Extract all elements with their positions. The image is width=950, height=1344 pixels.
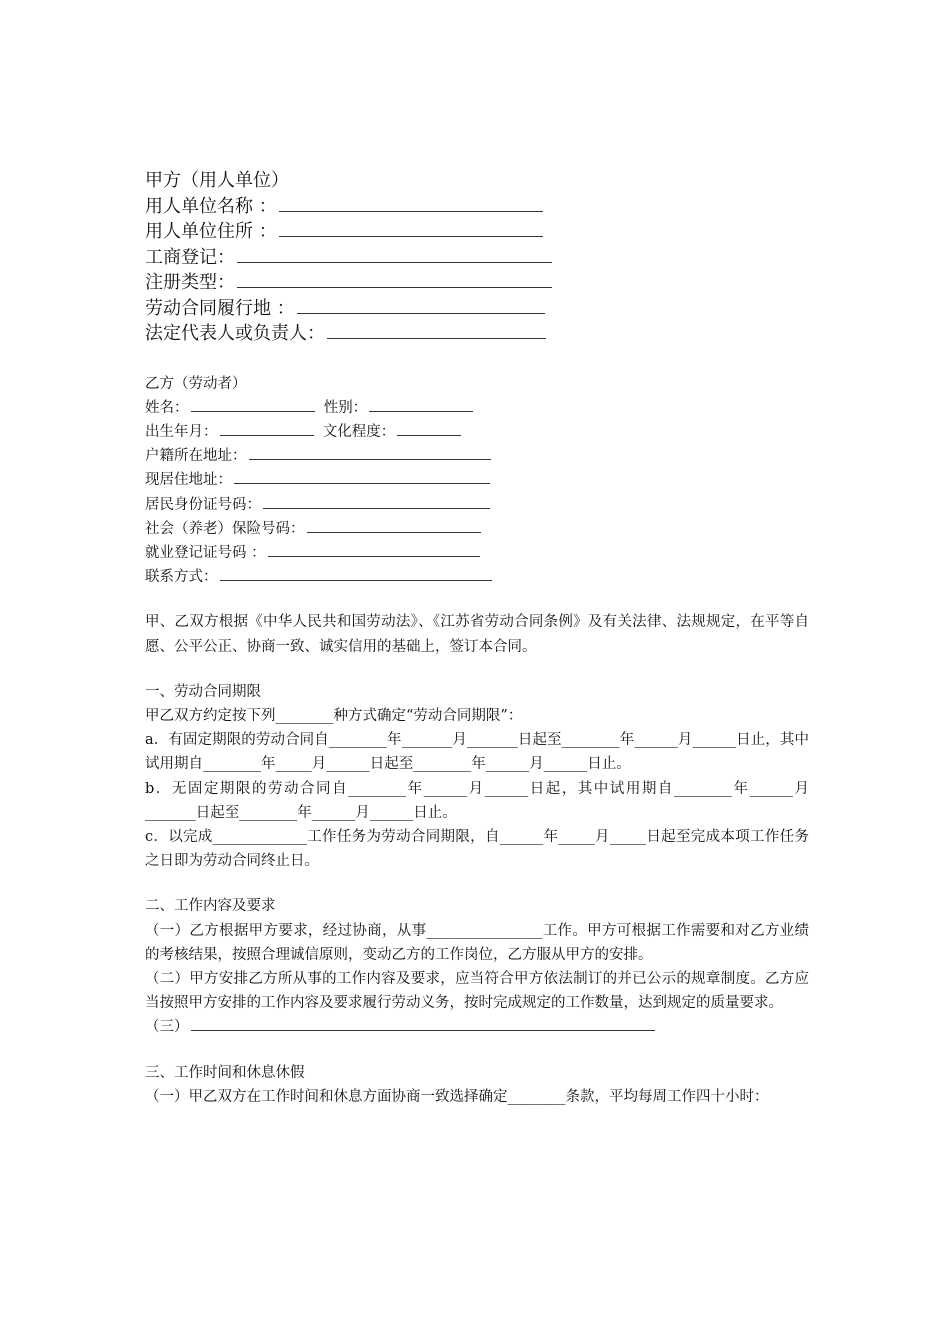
party-a-field-row — [145, 321, 815, 347]
party-a-field-row — [145, 219, 815, 245]
blank-line — [249, 458, 491, 460]
intro-paragraph: 甲、乙双方根据《中华人民共和国劳动法》、《江苏省劳动合同条例》及有关法律、法规规定，在平等自愿、公平公正、协商一致、诚实信用的基础上，签订本合同。 — [145, 614, 809, 655]
blank-line — [369, 410, 473, 412]
section1-line: c．以完成_____________工作任务为劳动合同期限，自______年_____月_____日起至完成本项工作任务之日即为劳动合同终止日。 — [145, 828, 809, 870]
blank-line — [279, 210, 543, 212]
blank-line — [234, 482, 490, 484]
blank-line — [279, 235, 543, 237]
party-a-heading: 甲方（用人单位） — [145, 170, 289, 191]
section2-item3-row — [145, 1015, 815, 1039]
party-b-field-row — [145, 493, 815, 517]
field-label: 工商登记： — [145, 246, 235, 268]
party-b-field-row — [145, 396, 815, 420]
party-b-field-row — [145, 565, 815, 589]
section2-line: （一）乙方根据甲方要求，经过协商，从事________________工作。甲方可根据工作需要和对乙方业绩的考核结果，按照合理诚信原则，变动乙方的工作岗位，乙方服从甲方的安排。 — [145, 922, 809, 963]
party-b-field-row — [145, 517, 815, 541]
section1-line: a．有固定期限的劳动合同自________年_______月_______日起至________年______月______日止，其中试用期自________年_____月______日起至________年______月______日止。 — [145, 732, 809, 773]
section2-title: 二、工作内容及要求 — [145, 898, 276, 915]
blank-line — [268, 555, 480, 557]
blank-line — [397, 434, 461, 436]
birth-label: 出生年月： — [145, 423, 218, 440]
section2-line: （二）甲方安排乙方所从事的工作内容及要求，应当符合甲方依法制订的并已公示的规章制度。乙方应当按照甲方安排的工作内容及要求履行劳动义务，按时完成规定的工作数量，达到规定的质量要求。 — [145, 970, 809, 1012]
field-label: 用人单位住所 ： — [145, 221, 277, 242]
party-a-field-row — [145, 245, 815, 271]
party-a-field-row — [145, 194, 815, 220]
section3-title: 三、工作时间和休息休假 — [145, 1064, 305, 1081]
field-label: 劳动合同履行地 ： — [145, 297, 295, 319]
party-b-field-row — [145, 468, 815, 492]
blank-line — [220, 434, 314, 436]
field-label: 就业登记证号码 ： — [145, 544, 266, 561]
blank-line — [220, 579, 492, 581]
field-label: 现居住地址： — [145, 472, 232, 489]
field-label: 社会（养老）保险号码： — [145, 520, 305, 537]
section1-line: 甲乙双方约定按下列________种方式确定“劳动合同期限”： — [145, 707, 523, 724]
party-b-heading: 乙方（劳动者） — [145, 375, 247, 392]
blank-line — [263, 507, 490, 509]
education-label: 文化程度： — [322, 423, 396, 440]
item3-label: （三） — [145, 1019, 189, 1036]
party-a-field-row — [145, 296, 815, 322]
contract-page — [145, 168, 815, 1109]
field-label: 法定代表人或负责人： — [145, 323, 325, 344]
blank-line — [297, 312, 545, 314]
section1-line: b．无固定期限的劳动合同自________年______月______日起，其中试用期自________年______月_______日起至________年______月______日止。 — [145, 780, 809, 821]
blank-line — [307, 531, 481, 533]
blank-line — [237, 261, 552, 263]
field-label: 注册类型： — [145, 272, 235, 293]
blank-line — [191, 410, 315, 412]
name-label: 姓名： — [145, 399, 189, 416]
blank-line — [327, 337, 546, 339]
field-label: 居民身份证号码： — [145, 496, 261, 513]
party-b-field-row — [145, 420, 815, 444]
field-label: 户籍所在地址： — [145, 448, 247, 465]
blank-line — [237, 286, 552, 288]
field-label: 联系方式： — [145, 569, 218, 586]
party-b-field-row — [145, 541, 815, 565]
section1-title: 一、劳动合同期限 — [145, 683, 261, 700]
party-a-field-row — [145, 270, 815, 296]
party-b-field-row — [145, 444, 815, 468]
blank-line — [191, 1029, 655, 1031]
field-label: 用人单位名称 ： — [145, 195, 277, 217]
section3-line: （一）甲乙双方在工作时间和休息方面协商一致选择确定________条款，平均每周工作四十小时： — [145, 1088, 769, 1105]
gender-label: 性别： — [323, 399, 368, 416]
